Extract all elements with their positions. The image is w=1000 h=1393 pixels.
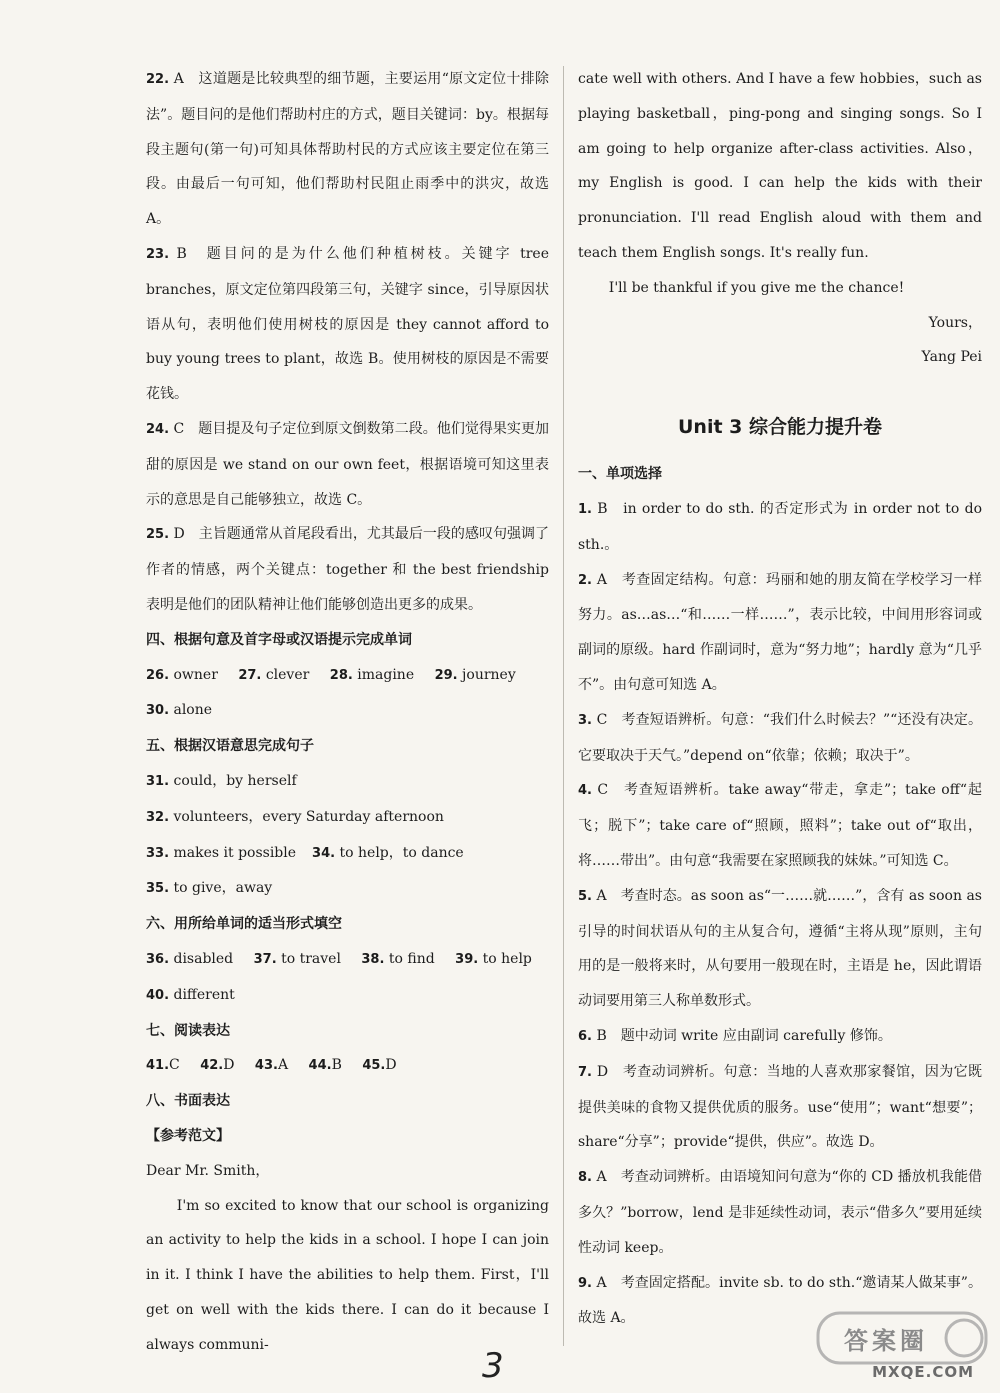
reference-essay-label: 【参考范文】 [146,1127,230,1144]
choice-answer-5: 5. A 考查时态。as soon as“一……就……”，含有 as soon as 引导的时间状语从句的主从复合句，遵循“主将从现”原则，主句用的是一般将来时，从句要用一般现在时，主语是 he，因此谓语动词要用第三人称单数形式。 [578,887,982,1010]
choice-answer-7: 7. D 考查动词辨析。句意：当地的人喜欢那家餐馆，因为它既提供美味的食物又提供优质的服务。use“使用”；want“想要”；share“分享”；provide“提供，供应”。故选 D。 [578,1063,982,1151]
answer-22: 22. A 这道题是比较典型的细节题，主要运用“原文定位十排除法”。题目问的是他们帮助村庄的方式，题目关键词：by。根据每段主题句(第一句)可知具体帮助村民的方式应该主要定位在第三段。由最后一句可知，他们帮助村民阻止雨季中的洪灾，故选 A。 [146,71,549,228]
right-column [578,62,982,1336]
choice-answer-3: 3. C 考查短语辨析。句意：“我们什么时候去？”“还没有决定。它要取决于天气。”depend on“依靠；依赖；取决于”。 [578,711,982,764]
choice-answer-8: 8. A 考查动词辨析。由语境知问句意为“你的 CD 播放机我能借多久？”borrow，lend 是非延续性动词，表示“借多久”要用延续性动词 keep。 [578,1169,983,1256]
answer-31: 31. could，by herself [146,772,297,789]
section-6-heading: 六、用所给单词的适当形式填空 [146,916,342,933]
answer-40: 40. different [146,986,235,1003]
choice-answer-9: 9. A 考查固定搭配。invite sb. to do sth.“邀请某人做某事”。故选 A。 [578,1274,983,1327]
section-1-heading: 一、单项选择 [578,466,662,483]
section-4-heading: 四、根据句意及首字母或汉语提示完成单词 [146,631,412,648]
choice-answer-4: 4. C 考查短语辨析。take away“带走，拿走”；take off“起飞；脱下”；take care of“照顾，照料”；take out of“取出，将……带出”。由句意“我需要在家照顾我的妹妹。”可知选 C。 [578,782,982,869]
answer-24: 24. C 题目提及句子定位到原文倒数第二段。他们觉得果实更加甜的原因是 we stand on our own feet，根据语境可知这里表示的意思是自己能够独立，故选 C。 [146,420,549,508]
letter-salutation: Dear Mr. Smith， [146,1162,270,1179]
section-8-heading: 八、书面表达 [146,1093,230,1110]
section-7-heading: 七、阅读表达 [146,1022,230,1039]
column-divider [563,66,564,1346]
answer-30: 30. alone [146,702,213,719]
answers-41-45: 41.C 42.D 43.A 44.B 45.D [146,1057,397,1074]
watermark-site: MXQE.COM [872,1363,974,1381]
left-column [146,62,549,1362]
unit-title: Unit 3 综合能力提升卷 [678,416,882,439]
choice-answer-1: 1. B in order to do sth. 的否定形式为 in order not to do sth.。 [578,500,982,553]
watermark-logo [814,1309,990,1385]
answers-33-34: 33. makes it possible 34. to help，to dance [146,844,464,861]
answer-32: 32. volunteers，every Saturday afternoon [146,808,444,825]
letter-paragraph-2: I'll be thankful if you give me the chance! [608,279,905,296]
letter-continuation: cate well with others. And I have a few hobbies，such as playing basketball，ping-pong and singing songs. So I am going to help organize after-class activities. Also，my English is good. I can help the kids with their pronunciation. I'll read English aloud with them and teach them English songs. It's really fun. [578,71,982,261]
section-5-heading: 五、根据汉语意思完成句子 [146,738,314,755]
watermark-logo-text: 答案圈 [844,1327,928,1355]
answer-23: 23. B 题目问的是为什么他们种植树枝。关键字 tree branches，原文定位第四段第三句，关键字 since，引导原因状语从句，表明他们使用树枝的原因是 they cannot afford to buy young trees to plant，故选 B。使用树枝的原因是不需要花钱。 [146,245,549,403]
answers-26-29: 26. owner 27. clever 28. imagine 29. journey [146,666,516,683]
answer-25: 25. D 主旨题通常从首尾段看出，尤其最后一段的感叹句强调了作者的情感，两个关键点：together 和 the best friendship 表明是他们的团队精神让他们能够创造出更多的成果。 [146,526,549,613]
page-number: 3 [482,1346,504,1386]
letter-signature: Yang Pei [921,349,982,366]
choice-answer-2: 2. A 考查固定结构。句意：玛丽和她的朋友简在学校学习一样努力。as…as…“和……一样……”，表示比较，中间用形容词或副词的原级。hard 作副词时，意为“努力地”；hardly 意为“几乎不”。由句意可知选 A。 [578,571,982,693]
answer-35: 35. to give，away [146,880,273,897]
answers-36-39: 36. disabled 37. to travel 38. to find 39. to help [146,950,532,967]
letter-closing: Yours， [928,314,982,331]
choice-answer-6: 6. B 题中动词 write 应由副词 carefully 修饰。 [578,1027,892,1044]
letter-paragraph-1: I'm so excited to know that our school is organizing an activity to help the kids in a school. I hope I can join in it. I think I have the abilities to help them. First，I'll get on well with the kids there. I can do it because I always communi- [146,1197,549,1353]
